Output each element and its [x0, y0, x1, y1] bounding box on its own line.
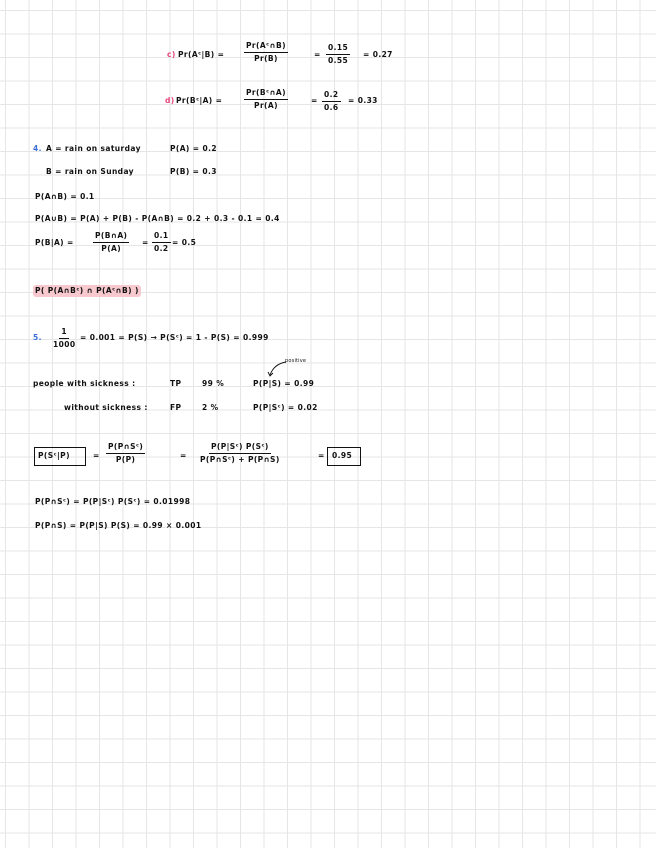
q4-number: 4. [33, 144, 42, 153]
part-d-label: d) [165, 96, 175, 105]
q5-fp-percent: 2 % [202, 403, 219, 412]
q5-prior-denominator: 1000 [53, 339, 76, 349]
q5-bayes-lhs: P(Sᶜ|P) [38, 451, 70, 460]
part-d-frac2-denominator: 0.6 [324, 102, 339, 112]
part-c-equals: = [314, 50, 321, 59]
q4-conditional-fraction-2 [152, 232, 171, 252]
positive-note-arrow-icon [266, 360, 288, 378]
q5-bayes-equals-2: = [180, 451, 187, 460]
part-c-frac1-numerator: Pr(Aᶜ∩B) [244, 42, 288, 53]
q5-tp-probability: P(P|S) = 0.99 [253, 379, 315, 388]
q5-bayes-numerator-2: P(P|Sᶜ) P(Sᶜ) [209, 443, 271, 454]
part-d-fraction-1 [244, 89, 288, 109]
part-c-frac2-numerator: 0.15 [326, 44, 350, 55]
q5-tp-label: TP [170, 379, 182, 388]
part-d-frac2-numerator: 0.2 [322, 91, 341, 102]
q5-prior-numerator: 1 [59, 328, 69, 339]
part-c-lhs: Pr(Aᶜ|B) = [178, 50, 225, 59]
q4-conditional-lhs: P(B|A) = [35, 238, 74, 247]
q4-conditional-equals: = [142, 238, 149, 247]
q5-sick-label: people with sickness : [33, 379, 136, 388]
part-d-frac1-denominator: Pr(A) [254, 100, 278, 110]
q4-cond-denominator: P(A) [101, 243, 122, 253]
q4-conditional-fraction-1 [93, 232, 129, 252]
q5-bayes-fraction-1 [106, 443, 145, 463]
q5-calc-2: P(P∩S) = P(P|S) P(S) = 0.99 × 0.001 [35, 521, 202, 530]
part-c-result: = 0.27 [363, 50, 393, 59]
part-c-frac1-denominator: Pr(B) [254, 53, 278, 63]
q5-bayes-denominator-2: P(P∩Sᶜ) + P(P∩S) [200, 454, 280, 464]
q5-calc-1: P(P∩Sᶜ) = P(P|Sᶜ) P(Sᶜ) = 0.01998 [35, 497, 191, 506]
part-d-fraction-2 [322, 91, 341, 111]
part-d-equals: = [311, 96, 318, 105]
q5-bayes-result: 0.95 [332, 451, 353, 460]
q5-bayes-fraction-2 [198, 443, 282, 463]
part-c-fraction-1 [244, 42, 288, 62]
q4-prob-a: P(A) = 0.2 [170, 144, 217, 153]
q5-tp-percent: 99 % [202, 379, 225, 388]
q4-cond-numerator-2: 0.1 [152, 232, 171, 243]
q4-union: P(A∪B) = P(A) + P(B) - P(A∩B) = 0.2 + 0.3 - 0.1 = 0.4 [35, 214, 280, 223]
q4-conditional-result: = 0.5 [172, 238, 197, 247]
part-c-frac2-denominator: 0.55 [328, 55, 349, 65]
q5-bayes-numerator-1: P(P∩Sᶜ) [106, 443, 145, 454]
q4-definition-a: A = rain on saturday [46, 144, 141, 153]
q5-prior-fraction [51, 328, 77, 348]
q5-positive-note: positive [285, 358, 307, 364]
part-c-label: c) [167, 50, 176, 59]
q4-cond-numerator: P(B∩A) [93, 232, 129, 243]
q4-prob-b: P(B) = 0.3 [170, 167, 217, 176]
q5-without-sickness-label: without sickness : [64, 403, 148, 412]
q5-bayes-denominator-1: P(P) [115, 454, 136, 464]
q5-fp-label: FP [170, 403, 182, 412]
part-d-frac1-numerator: Pr(Bᶜ∩A) [244, 89, 288, 100]
q5-fp-probability: P(P|Sᶜ) = 0.02 [253, 403, 318, 412]
q4-cond-denominator-2: 0.2 [154, 243, 169, 253]
q4-intersection: P(A∩B) = 0.1 [35, 192, 95, 201]
q4-highlighted-expression: P( P(A∩Bᶜ) ∩ P(Aᶜ∩B) ) [35, 286, 139, 295]
q5-number: 5. [33, 333, 42, 342]
q4-definition-b: B = rain on Sunday [46, 167, 134, 176]
part-d-result: = 0.33 [348, 96, 378, 105]
q5-bayes-equals-1: = [93, 451, 100, 460]
part-c-fraction-2 [326, 44, 350, 64]
q5-bayes-equals-3: = [318, 451, 325, 460]
part-d-lhs: Pr(Bᶜ|A) = [176, 96, 223, 105]
q5-prior-line: = 0.001 = P(S) → P(Sᶜ) = 1 - P(S) = 0.999 [80, 333, 269, 342]
